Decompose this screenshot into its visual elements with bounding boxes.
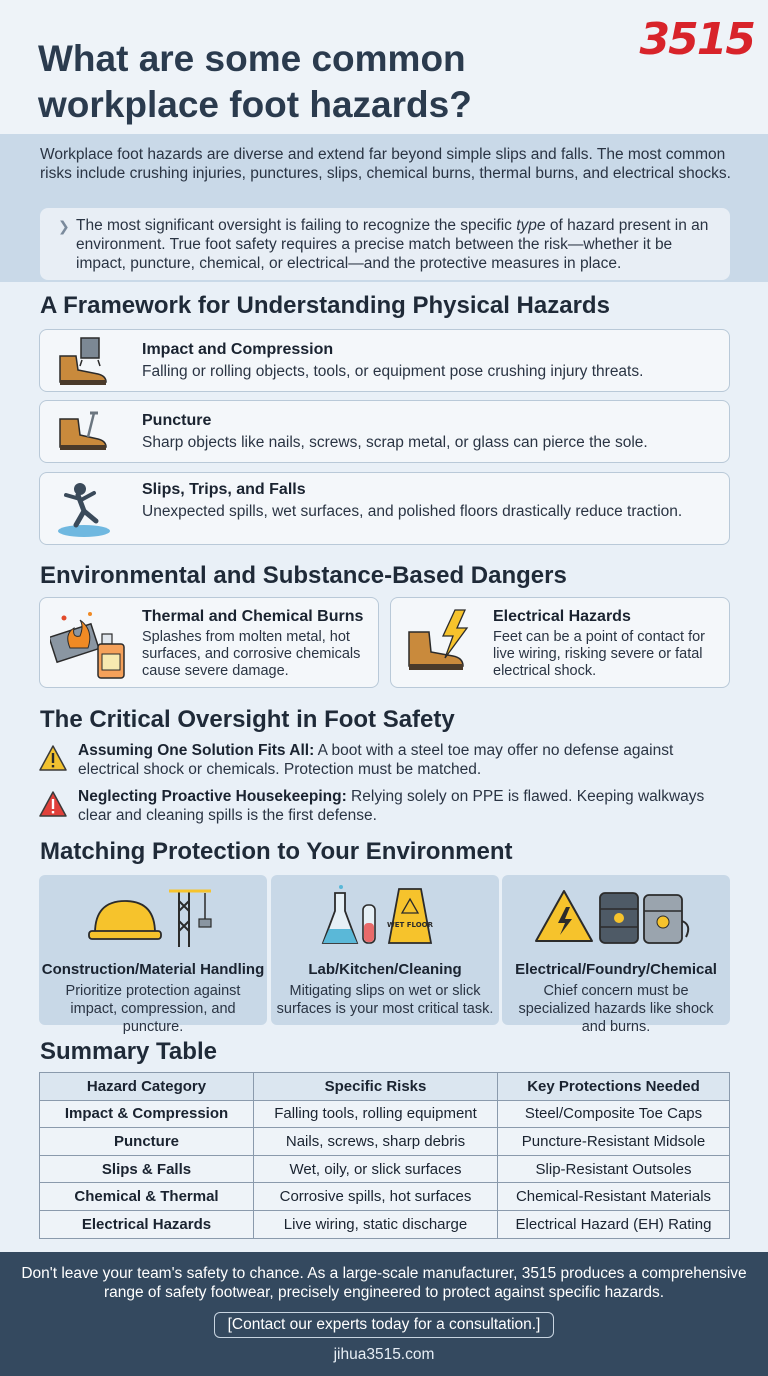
table-cell: Puncture xyxy=(40,1128,254,1156)
table-cell: Nails, screws, sharp debris xyxy=(254,1128,498,1156)
boot-nail-icon xyxy=(54,407,114,459)
boot-impact-icon xyxy=(54,336,114,388)
oversight-item-one-size: Assuming One Solution Fits All: A boot with a steel toe may offer no defense against electrical shock or chemicals. Protection must be matched. xyxy=(78,742,674,778)
table-cell: Electrical Hazards xyxy=(40,1210,254,1238)
brand-logo[interactable]: 3515 xyxy=(639,14,754,65)
card-description: Splashes from molten metal, hot surfaces, and corrosive chemicals cause severe damage. xyxy=(142,629,361,679)
boot-lightning-icon xyxy=(403,606,481,682)
footer-text: Don't leave your team's safety to chance. As a large-scale manufacturer, 3515 produces a comprehensive range of safety footwear, precisely engineered to protect against specific hazards. xyxy=(21,1265,747,1301)
section-heading-matching: Matching Protection to Your Environment xyxy=(40,838,513,865)
table-cell: Wet, oily, or slick surfaces xyxy=(254,1155,498,1183)
slipping-person-icon xyxy=(54,481,114,539)
hazard-card-slips xyxy=(39,472,730,545)
oversight-item-housekeeping: Neglecting Proactive Housekeeping: Relying solely on PPE is flawed. Keeping walkways clear and cleaning spills is the first defense. xyxy=(78,788,705,824)
hazard-card-impact xyxy=(39,329,730,392)
warning-triangle-yellow-icon xyxy=(38,744,68,772)
table-row xyxy=(40,1155,730,1183)
card-description: Falling or rolling objects, tools, or equipment pose crushing injury threats. xyxy=(142,363,644,380)
environment-card-construction xyxy=(39,875,267,1035)
hazard-card-electrical xyxy=(390,597,730,688)
section-heading-oversight: The Critical Oversight in Foot Safety xyxy=(40,706,455,733)
page-title: What are some common workplace foot hazards? xyxy=(38,38,472,125)
card-description: Unexpected spills, wet surfaces, and polished floors drastically reduce traction. xyxy=(142,503,683,520)
environment-description: Prioritize protection against impact, compression, and puncture. xyxy=(65,983,241,1035)
section-heading-physical: A Framework for Understanding Physical Hazards xyxy=(40,292,610,319)
table-cell: Steel/Composite Toe Caps xyxy=(498,1100,730,1128)
table-cell: Corrosive spills, hot surfaces xyxy=(254,1183,498,1211)
environment-card-electrical xyxy=(502,875,730,1035)
table-cell: Electrical Hazard (EH) Rating xyxy=(498,1210,730,1238)
environment-title: Construction/Material Handling xyxy=(41,961,265,978)
card-title: Thermal and Chemical Burns xyxy=(142,608,364,625)
callout-text: The most significant oversight is failing to recognize the specific type of hazard present in an environment. True foot safety requires a precise match between the risk—whether it be impact, puncture, chemical, or electrical—and the protective measures in place. xyxy=(76,217,709,272)
contact-cta-button[interactable]: [Contact our experts today for a consultation.] xyxy=(214,1312,554,1338)
card-title: Slips, Trips, and Falls xyxy=(142,481,306,498)
hard-hat-crane-icon xyxy=(39,881,267,961)
environment-title: Lab/Kitchen/Cleaning xyxy=(308,961,462,978)
card-description: Feet can be a point of contact for live wiring, risking severe or fatal electrical shock. xyxy=(493,629,705,679)
chevron-right-icon: ❯ xyxy=(58,218,70,234)
website-link[interactable]: jihua3515.com xyxy=(333,1346,435,1363)
section-heading-summary: Summary Table xyxy=(40,1038,217,1065)
intro-text: Workplace foot hazards are diverse and extend far beyond simple slips and falls. The most common risks include crushing injuries, punctures, slips, chemical burns, thermal burns, and electrical shocks. xyxy=(40,146,731,182)
table-cell: Puncture-Resistant Midsole xyxy=(498,1128,730,1156)
column-header: Specific Risks xyxy=(254,1073,498,1101)
burn-chemical-icon xyxy=(50,604,132,684)
hazard-card-burns xyxy=(39,597,379,688)
environment-card-lab xyxy=(271,875,499,1025)
environment-description: Chief concern must be specialized hazards like shock and burns. xyxy=(518,983,714,1035)
card-title: Electrical Hazards xyxy=(493,608,631,625)
table-row xyxy=(40,1210,730,1238)
column-header: Key Protections Needed xyxy=(498,1073,730,1101)
table-row xyxy=(40,1128,730,1156)
table-row xyxy=(40,1183,730,1211)
table-cell: Chemical & Thermal xyxy=(40,1183,254,1211)
column-header: Hazard Category xyxy=(40,1073,254,1101)
warning-triangle-red-icon xyxy=(38,790,68,818)
card-title: Puncture xyxy=(142,412,212,429)
table-row xyxy=(40,1100,730,1128)
table-cell: Chemical-Resistant Materials xyxy=(498,1183,730,1211)
table-cell: Impact & Compression xyxy=(40,1100,254,1128)
card-title: Impact and Compression xyxy=(142,341,334,358)
key-insight-callout xyxy=(40,208,730,280)
card-description: Sharp objects like nails, screws, scrap metal, or glass can pierce the sole. xyxy=(142,434,648,451)
environment-description: Mitigating slips on wet or slick surfaces is your most critical task. xyxy=(276,983,494,1017)
table-cell: Falling tools, rolling equipment xyxy=(254,1100,498,1128)
electric-barrels-icon xyxy=(502,881,730,961)
footer xyxy=(0,1252,768,1376)
wet-floor-sign-label: WET FLOOR xyxy=(387,921,433,929)
table-cell: Slips & Falls xyxy=(40,1155,254,1183)
table-header-row xyxy=(40,1073,730,1101)
summary-table xyxy=(39,1072,730,1239)
flask-wet-floor-icon xyxy=(271,881,499,961)
hazard-card-puncture xyxy=(39,400,730,463)
section-heading-environmental: Environmental and Substance-Based Dangers xyxy=(40,562,567,589)
table-cell: Slip-Resistant Outsoles xyxy=(498,1155,730,1183)
table-cell: Live wiring, static discharge xyxy=(254,1210,498,1238)
environment-title: Electrical/Foundry/Chemical xyxy=(515,961,717,978)
